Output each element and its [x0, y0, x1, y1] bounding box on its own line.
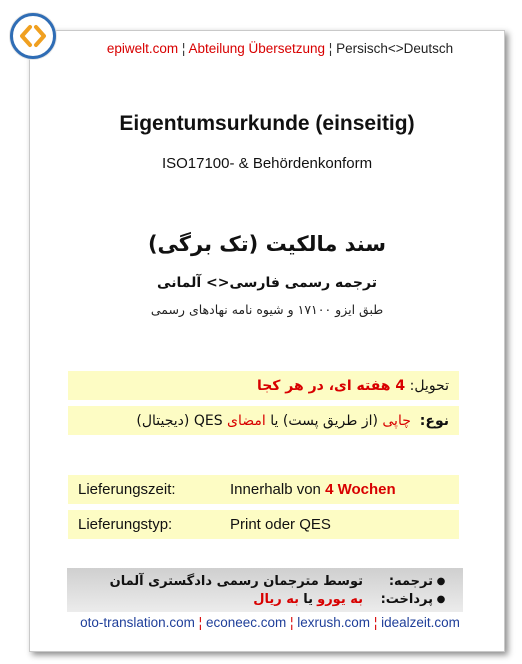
bullet-icon: ●	[436, 575, 446, 587]
link-oto-translation[interactable]: oto-translation.com	[80, 615, 195, 630]
fa-delivery-value: 4 هفته ای، در هر کجا	[256, 377, 406, 394]
de-type-row	[68, 510, 459, 539]
de-type-label: Lieferungstyp:	[78, 516, 173, 533]
department-link[interactable]: Abteilung Übersetzung	[188, 41, 326, 56]
footer-payment-rial: به ریال	[253, 591, 300, 607]
separator: ¦	[198, 615, 203, 630]
separator: ¦	[328, 41, 333, 56]
de-delivery-label: Lieferungszeit:	[78, 481, 176, 498]
separator: ¦	[373, 615, 378, 630]
fa-type-print-note: (از طریق پست)	[282, 412, 378, 429]
de-delivery-weeks: 4 Wochen	[325, 481, 396, 498]
document-subtitle-fa: ترجمه رسمی فارسی<> آلمانی	[157, 275, 377, 291]
fa-type-row	[68, 406, 459, 435]
footer-payment-euro: به یورو	[317, 591, 363, 607]
header-links	[70, 41, 490, 56]
footer-payment-or: یا	[303, 591, 313, 607]
code-brackets-icon	[13, 16, 53, 56]
de-delivery-row	[68, 475, 459, 504]
fa-type-signature: امضای	[227, 412, 266, 429]
link-lexrush[interactable]: lexrush.com	[297, 615, 371, 630]
footer-payment-label: پرداخت:	[380, 591, 433, 607]
bullet-icon: ●	[436, 593, 446, 605]
footer-payment-line	[77, 590, 449, 608]
footer-translation-line	[77, 572, 449, 590]
separator: ¦	[290, 615, 294, 630]
standard-note-fa: طبق ایزو ۱۷۱۰۰ و شیوه نامه نهادهای رسمی	[150, 302, 384, 317]
fa-type-qes: QES (دیجیتال)	[136, 412, 223, 429]
footer-translation-label: ترجمه:	[388, 573, 433, 589]
document-subtitle-de: ISO17100- & Behördenkonform	[161, 155, 373, 172]
footer-translation-value: توسط مترجمان رسمی دادگستری آلمان	[109, 573, 363, 589]
fa-type-or: یا	[270, 412, 279, 429]
link-idealzeit[interactable]: idealzeit.com	[381, 615, 460, 630]
fa-delivery-label: تحویل:	[409, 377, 449, 394]
de-delivery-prefix: Innerhalb von	[230, 481, 321, 498]
separator: ¦	[181, 41, 186, 56]
de-type-value: Print oder QES	[230, 516, 331, 533]
site-link[interactable]: epiwelt.com	[106, 41, 179, 56]
bottom-links	[40, 615, 500, 630]
footer-info-box	[67, 568, 463, 612]
fa-delivery-row	[68, 371, 459, 400]
document-title-de: Eigentumsurkunde (einseitig)	[119, 112, 415, 135]
link-econeec[interactable]: econeec.com	[205, 615, 287, 630]
language-pair: Persisch<>Deutsch	[336, 41, 454, 56]
fa-type-print: چاپی	[382, 412, 411, 429]
document-title-fa: سند مالکیت (تک برگی)	[147, 232, 387, 256]
fa-type-label: نوع:	[419, 412, 449, 429]
logo	[10, 13, 56, 59]
